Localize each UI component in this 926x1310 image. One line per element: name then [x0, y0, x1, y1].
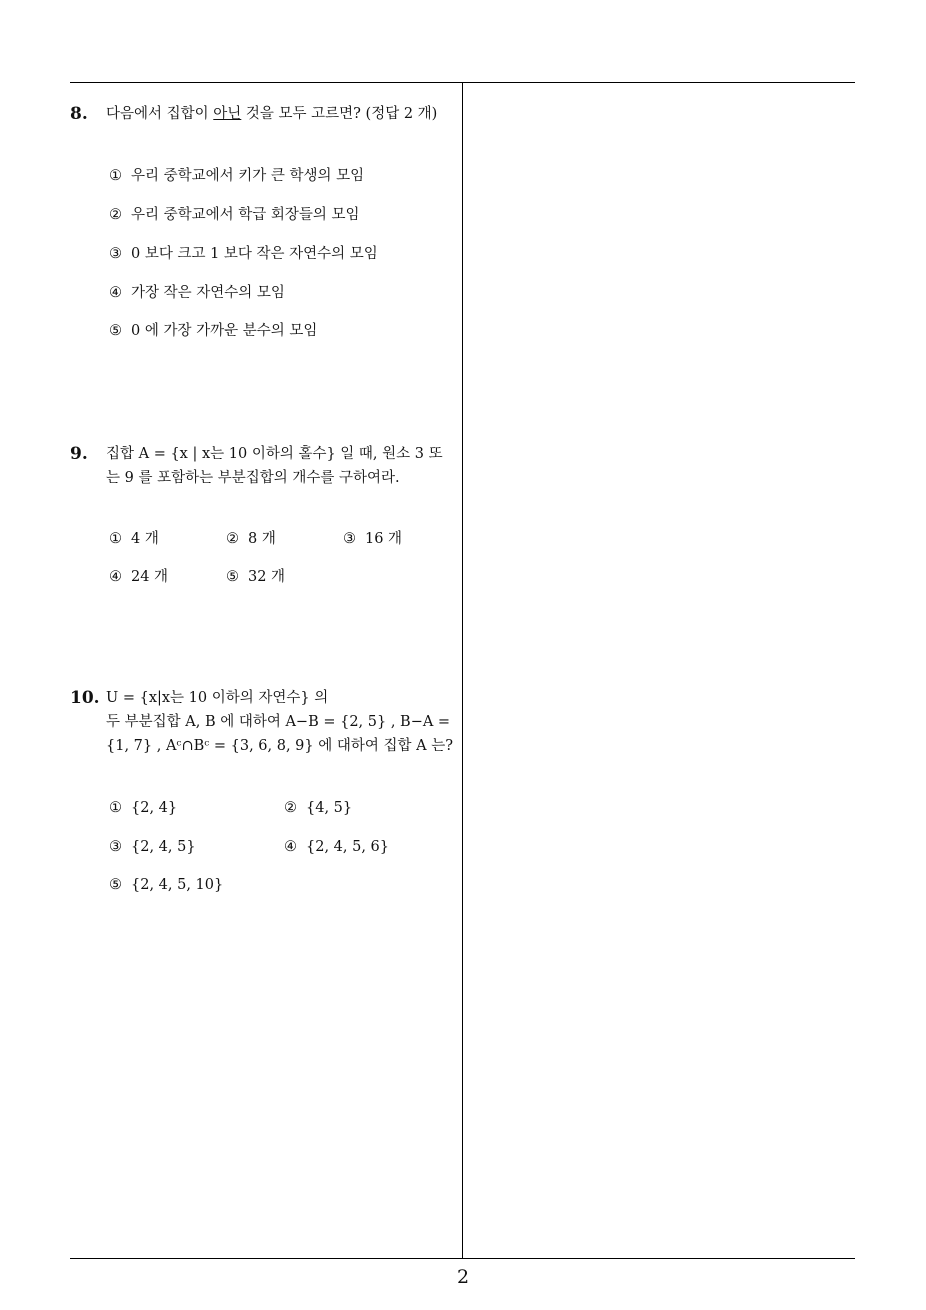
q10-choice-5[interactable]: ⑤ {2, 4, 5, 10} — [109, 877, 224, 893]
question-text: 다음에서 집합이 아닌 것을 모두 고르면? (정답 2 개) — [106, 106, 438, 122]
page-number: 2 — [456, 1266, 470, 1288]
question-9 — [70, 442, 458, 490]
q9-choice-4[interactable]: ④ 24 개 — [109, 569, 169, 585]
question-number: 10. — [70, 688, 100, 708]
bottom-rule — [70, 1258, 855, 1259]
question-number: 9. — [70, 444, 88, 464]
question-text: U = {x|x는 10 이하의 자연수} 의 두 부분집합 A, B 에 대하여 A−B = {2, 5} , B−A = {1, 7} , Aᶜ∩Bᶜ = {3, 6, 8, 9} 에 대하여 집합 A 는? — [106, 690, 453, 754]
q9-choice-3[interactable]: ③ 16 개 — [343, 531, 403, 547]
q10-choice-4[interactable]: ④ {2, 4, 5, 6} — [284, 839, 390, 855]
q8-choice-5[interactable]: ⑤ 0 에 가장 가까운 분수의 모임 — [109, 323, 318, 339]
q10-choice-3[interactable]: ③ {2, 4, 5} — [109, 839, 196, 855]
question-8 — [70, 102, 458, 126]
q10-choice-2[interactable]: ② {4, 5} — [284, 800, 353, 816]
question-number: 8. — [70, 104, 88, 124]
q8-choice-2[interactable]: ② 우리 중학교에서 학급 회장들의 모임 — [109, 207, 360, 223]
q8-choice-1[interactable]: ① 우리 중학교에서 키가 큰 학생의 모임 — [109, 168, 365, 184]
question-text: 집합 A = {x | x는 10 이하의 홀수} 일 때, 원소 3 또 는 9 를 포함하는 부분집합의 개수를 구하여라. — [106, 446, 443, 486]
question-10 — [70, 686, 458, 758]
column-divider — [462, 82, 463, 1259]
q9-choice-1[interactable]: ① 4 개 — [109, 531, 159, 547]
q9-choice-2[interactable]: ② 8 개 — [226, 531, 276, 547]
q8-choice-4[interactable]: ④ 가장 작은 자연수의 모임 — [109, 285, 285, 301]
underlined-word: 아닌 — [213, 106, 242, 122]
q9-choice-5[interactable]: ⑤ 32 개 — [226, 569, 286, 585]
q10-choice-1[interactable]: ① {2, 4} — [109, 800, 178, 816]
q8-choice-3[interactable]: ③ 0 보다 크고 1 보다 작은 자연수의 모임 — [109, 246, 378, 262]
